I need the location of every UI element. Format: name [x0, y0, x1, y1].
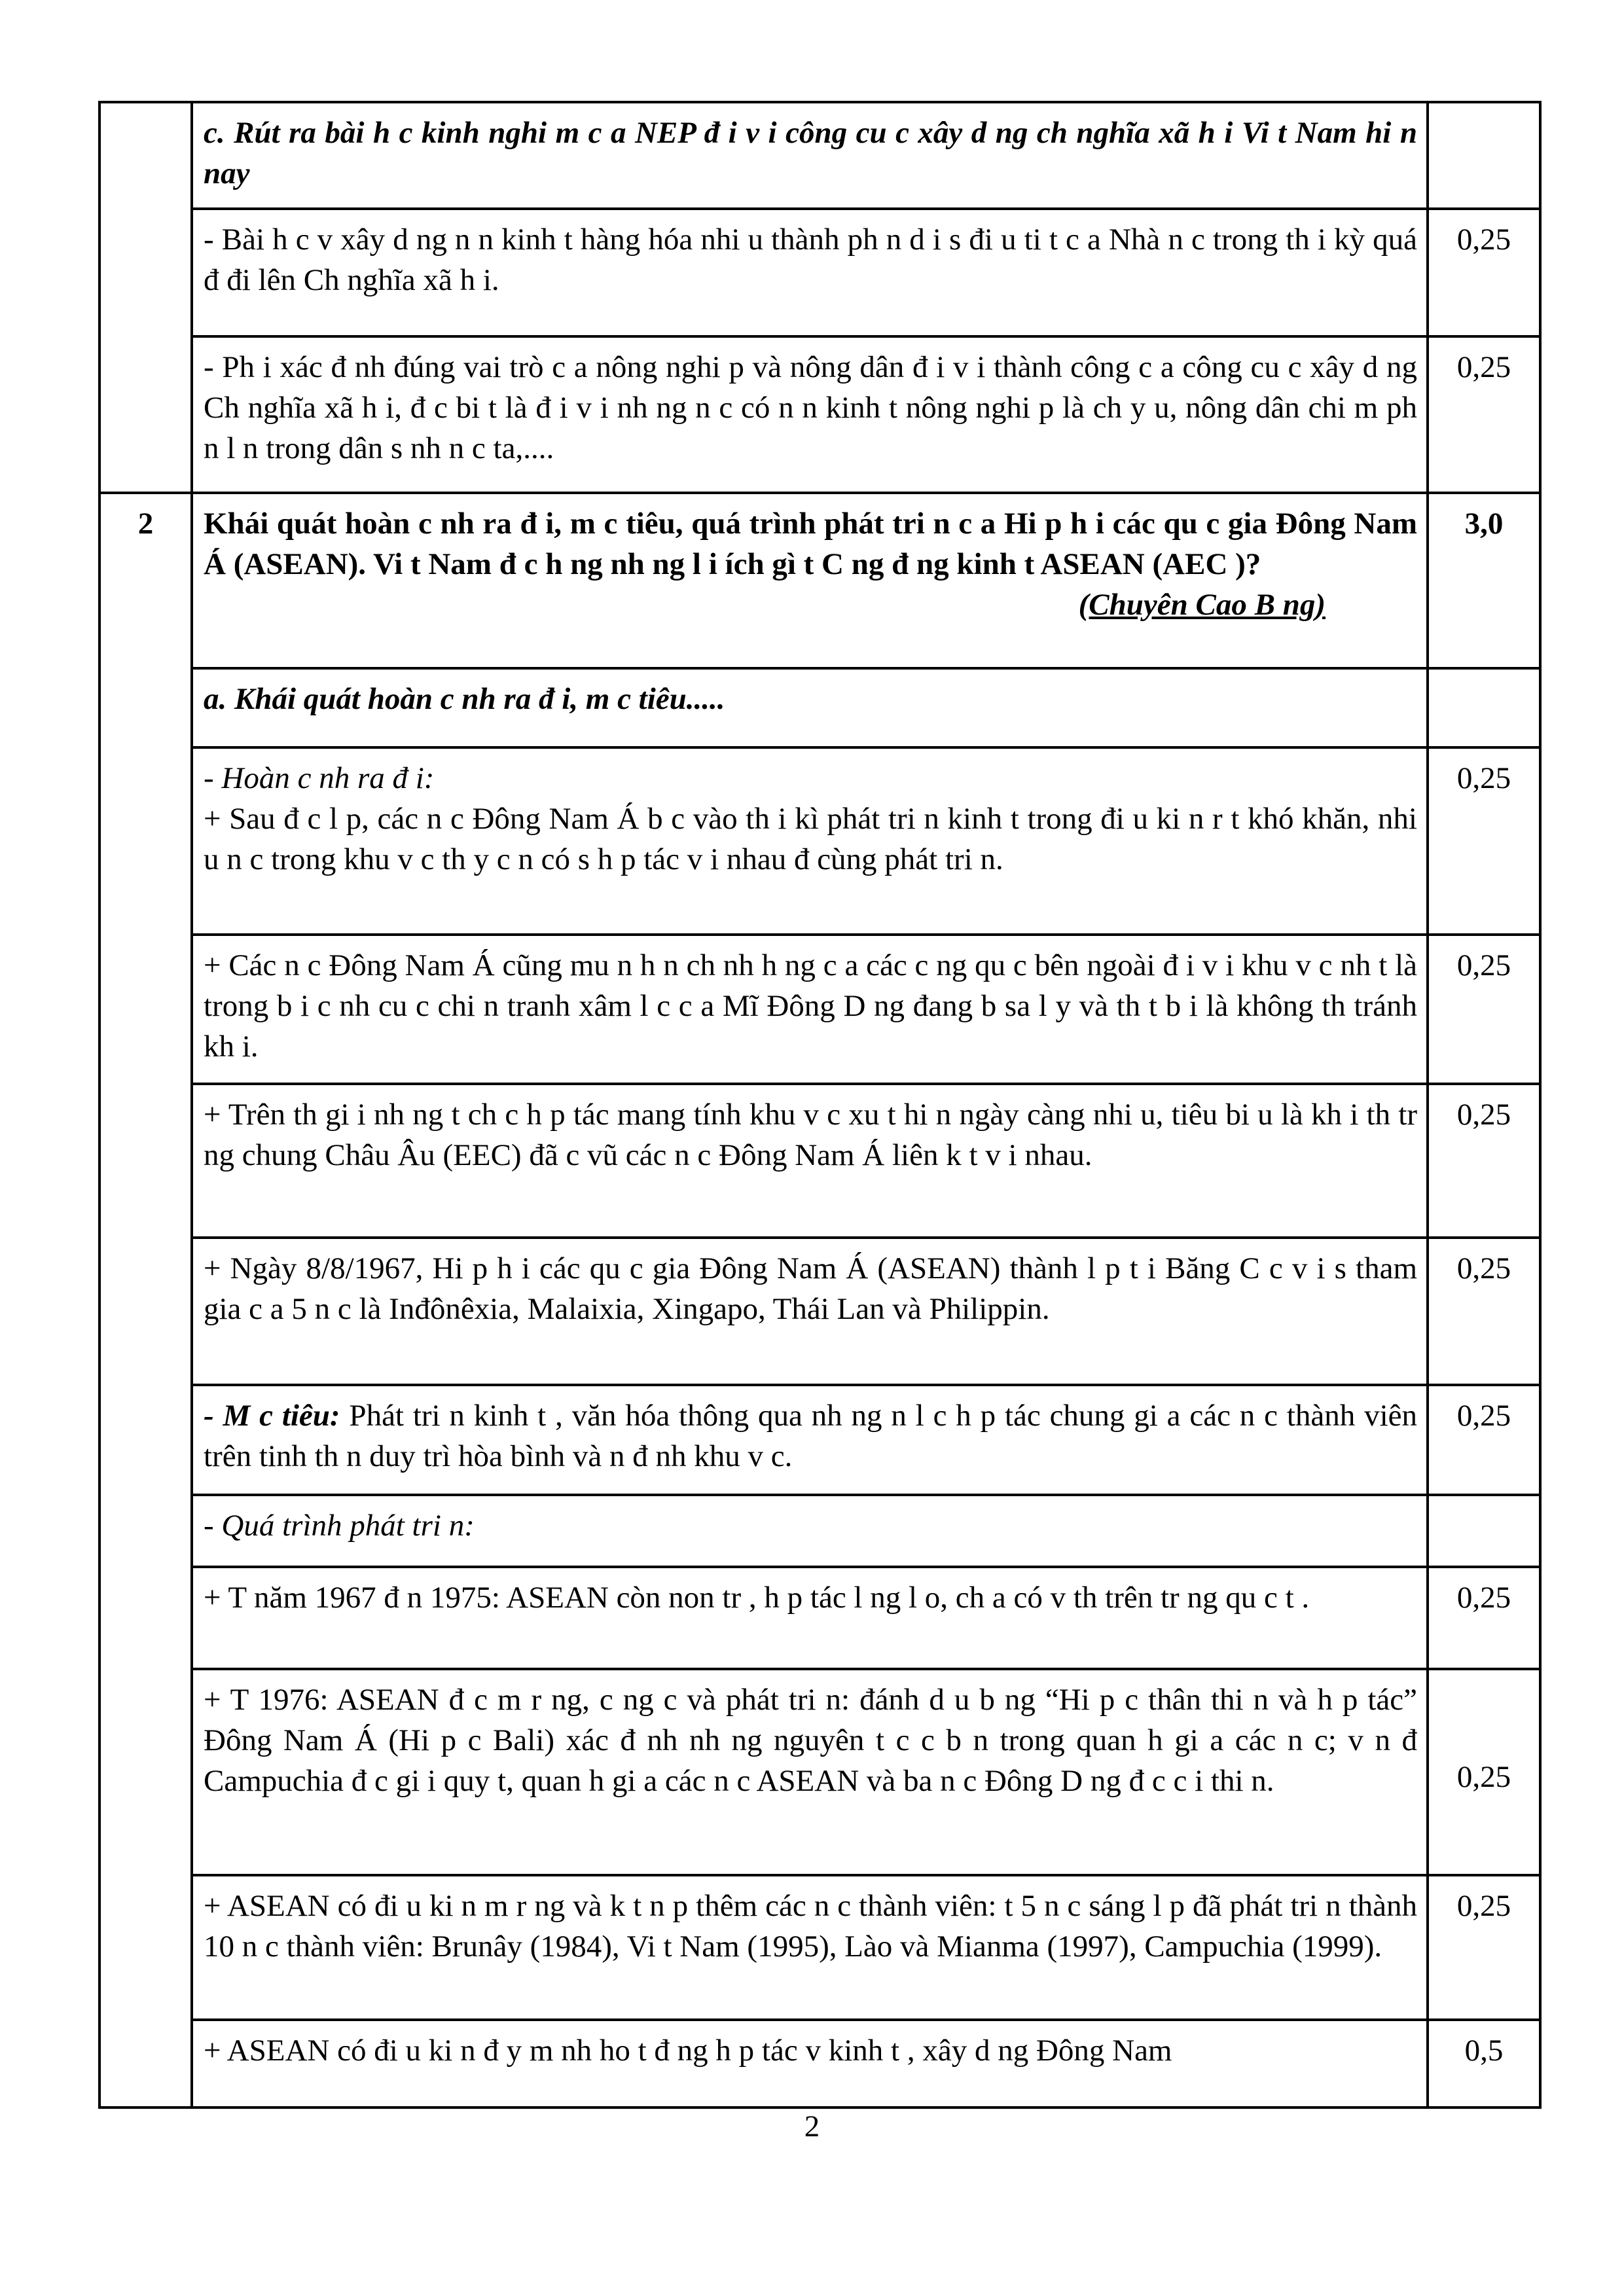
- question-body: Khái quát hoàn c nh ra đ i, m c tiêu, quá trình phát tri n c a Hi p h i các qu c gia Đông Nam Á (ASEAN). Vi t Nam đ c h ng nh ng l i ích gì t C ng đ ng kinh t ASEAN (AEC )?: [204, 507, 1417, 581]
- question-number: [99, 102, 192, 209]
- table-row: [99, 747, 1540, 935]
- question-number: [99, 935, 192, 1084]
- table-row: [99, 1385, 1540, 1495]
- points: [1428, 668, 1540, 747]
- points: 0,25: [1428, 1875, 1540, 2020]
- table-row: [99, 209, 1540, 336]
- answer-text: + ASEAN có đi u ki n đ y m nh ho t đ ng h p tác v kinh t , xây d ng Đông Nam: [192, 2020, 1428, 2108]
- question-number: [99, 747, 192, 935]
- answer-text: + Trên th gi i nh ng t ch c h p tác mang tính khu v c xu t hi n ngày càng nhi u, tiêu bi u là kh i th tr ng chung Châu Âu (EEC) đã c vũ các n c Đông Nam Á liên k t v i nhau.: [192, 1084, 1428, 1238]
- points: 0,25: [1428, 1567, 1540, 1669]
- answer-text: + T năm 1967 đ n 1975: ASEAN còn non tr , h p tác l ng l o, ch a có v th trên tr ng qu c t .: [192, 1567, 1428, 1669]
- points: 0,25: [1428, 1669, 1540, 1875]
- table-row: [99, 336, 1540, 493]
- table-row: [99, 1084, 1540, 1238]
- answer-text: - Ph i xác đ nh đúng vai trò c a nông nghi p và nông dân đ i v i thành công c a công cu c xây d ng Ch nghĩa xã h i, đ c bi t là đ i v i nh ng n c có n n kinh t nông nghi p là ch y u, nông dân chi m ph n l n trong dân s nh n c ta,....: [192, 336, 1428, 493]
- table-row: [99, 1669, 1540, 1875]
- points: 0,25: [1428, 1385, 1540, 1495]
- question-number: [99, 336, 192, 493]
- points: 0,25: [1428, 209, 1540, 336]
- question-number: [99, 1567, 192, 1669]
- answer-table: [98, 101, 1542, 2109]
- answer-text: [192, 747, 1428, 935]
- question-number: [99, 668, 192, 747]
- subheading: - Quá trình phát tri n:: [192, 1495, 1428, 1567]
- points: 0,25: [1428, 1238, 1540, 1385]
- question-number: 2: [99, 493, 192, 668]
- points: 0,25: [1428, 935, 1540, 1084]
- points: 0,5: [1428, 2020, 1540, 2108]
- table-row: [99, 2020, 1540, 2108]
- answer-text: + ASEAN có đi u ki n m r ng và k t n p thêm các n c thành viên: t 5 n c sáng l p đã phát tri n thành 10 n c thành viên: Brunây (1984), Vi t Nam (1995), Lào và Mianma (1997), Campuchia (1999).: [192, 1875, 1428, 2020]
- table-row: [99, 1238, 1540, 1385]
- points: 0,25: [1428, 747, 1540, 935]
- question-number: [99, 1669, 192, 1875]
- question-source: (Chuyên Cao B ng): [1078, 588, 1326, 622]
- subheading: - M c tiêu:: [204, 1399, 340, 1433]
- table-row: [99, 102, 1540, 209]
- question-number: [99, 209, 192, 336]
- question-number: [99, 1084, 192, 1238]
- answer-text: + Ngày 8/8/1967, Hi p h i các qu c gia Đông Nam Á (ASEAN) thành l p t i Băng C c v i s tham gia c a 5 n c là Inđônêxia, Malaixia, Xingapo, Thái Lan và Philippin.: [192, 1238, 1428, 1385]
- answer-text: + T 1976: ASEAN đ c m r ng, c ng c và phát tri n: đánh d u b ng “Hi p c thân thi n và h p tác” Đông Nam Á (Hi p c Bali) xác đ nh nh ng nguyên t c c b n trong quan h gi a các n c; v n đ Campuchia đ c gi i quy t, quan h gi a các n c ASEAN và ba n c Đông D ng đ c c i thi n.: [192, 1669, 1428, 1875]
- table-row: [99, 668, 1540, 747]
- points: [1428, 1495, 1540, 1567]
- question-text: [192, 493, 1428, 668]
- answer-text: + Các n c Đông Nam Á cũng mu n h n ch nh h ng c a các c ng qu c bên ngoài đ i v i khu v c nh t là trong b i c nh cu c chi n tranh xâm l c c a Mĩ Đông D ng đang b sa l y và th t b i là không th tránh kh i.: [192, 935, 1428, 1084]
- question-number: [99, 2020, 192, 2108]
- answer-text: [192, 1385, 1428, 1495]
- table-row: [99, 1875, 1540, 2020]
- page-number: 2: [804, 2109, 820, 2144]
- points: 3,0: [1428, 493, 1540, 668]
- table-row: [99, 1495, 1540, 1567]
- question-number: [99, 1875, 192, 2020]
- points: 0,25: [1428, 336, 1540, 493]
- section-heading: a. Khái quát hoàn c nh ra đ i, m c tiêu.....: [192, 668, 1428, 747]
- answer-body: Phát tri n kinh t , văn hóa thông qua nh ng n l c h p tác chung gi a các n c thành viên trên tinh th n duy trì hòa bình và n đ nh khu v c.: [204, 1399, 1417, 1473]
- section-heading: c. Rút ra bài h c kinh nghi m c a NEP đ i v i công cu c xây d ng ch nghĩa xã h i Vi t Nam hi n nay: [192, 102, 1428, 209]
- question-number: [99, 1495, 192, 1567]
- table-row: [99, 493, 1540, 668]
- question-number: [99, 1238, 192, 1385]
- answer-text: - Bài h c v xây d ng n n kinh t hàng hóa nhi u thành ph n d i s đi u ti t c a Nhà n c trong th i kỳ quá đ đi lên Ch nghĩa xã h i.: [192, 209, 1428, 336]
- question-number: [99, 1385, 192, 1495]
- table-row: [99, 1567, 1540, 1669]
- subheading: - Hoàn c nh ra đ i:: [204, 761, 435, 795]
- answer-body: + Sau đ c l p, các n c Đông Nam Á b c vào th i kì phát tri n kinh t trong đi u ki n r t khó khăn, nhi u n c trong khu v c th y c n có s h p tác v i nhau đ cùng phát tri n.: [204, 802, 1417, 876]
- points: [1428, 102, 1540, 209]
- table-row: [99, 935, 1540, 1084]
- points: 0,25: [1428, 1084, 1540, 1238]
